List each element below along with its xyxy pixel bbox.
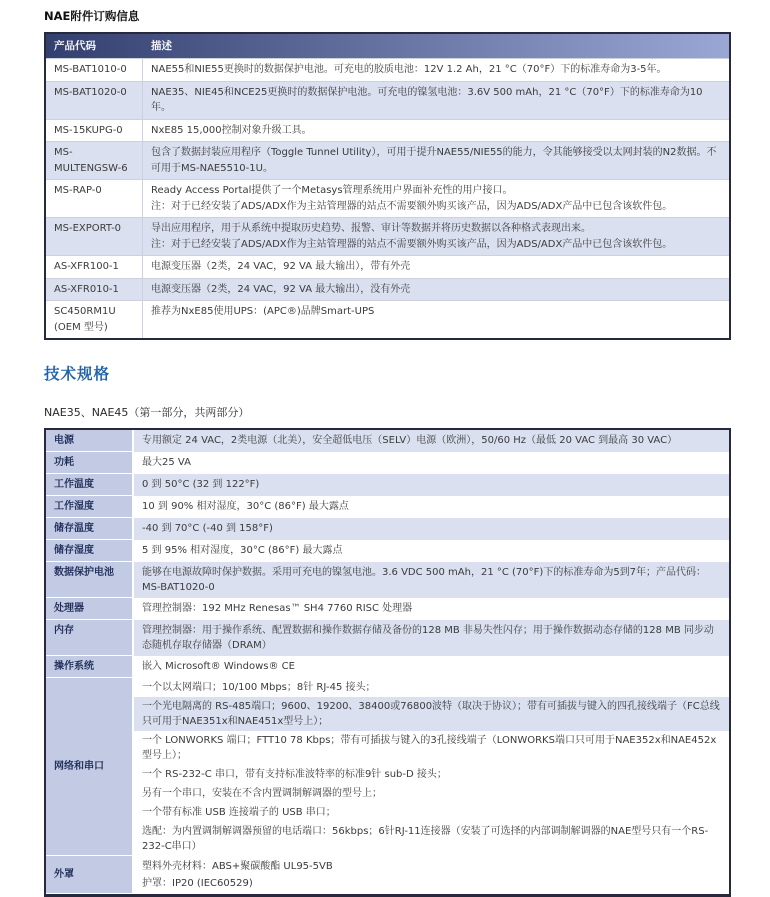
description-cell: 包含了数据封装应用程序（Toggle Tunnel Utility），可用于提升NAE55/NIE55的能力，令其能够接受以太网封装的N2数据。不可用于MS-NAE5510-1U。 bbox=[151, 147, 717, 174]
specs-section-subtitle: NAE35、NAE45（第一部分，共两部分） bbox=[44, 406, 250, 420]
description-note: 注：对于已经安装了ADS/ADX作为主站管理器的站点不需要额外购买该产品，因为ADS/ADX产品中已包含该软件包。 bbox=[151, 200, 673, 212]
product-code-cell: MS-BAT1010-0 bbox=[46, 59, 143, 81]
document-page bbox=[44, 8, 731, 897]
spec-row bbox=[46, 430, 729, 452]
spec-label-cell: 功耗 bbox=[46, 452, 134, 474]
ordering-table bbox=[44, 32, 731, 340]
table-row bbox=[46, 217, 729, 255]
spec-label-cell: 电源 bbox=[46, 430, 134, 452]
ordering-table-body bbox=[46, 58, 729, 338]
spec-value-cell: -40 到 70°C (-40 到 158°F) bbox=[134, 518, 729, 540]
table-row bbox=[46, 179, 729, 217]
spec-row bbox=[46, 656, 729, 678]
spec-row bbox=[46, 452, 729, 474]
spec-label-cell: 工作湿度 bbox=[46, 496, 134, 518]
spec-row-network bbox=[46, 678, 729, 856]
table-row bbox=[46, 278, 729, 301]
enclosure-line: 塑料外壳材料：ABS+聚碳酸酯 UL95-5VB bbox=[134, 858, 729, 875]
ordering-info-title: NAE附件订购信息 bbox=[44, 9, 140, 23]
description-cell: NAE35、NIE45和NCE25更换时的数据保护电池。可充电的镍氢电池：3.6V 500 mAh，21 °C（70°F）下的标准寿命为10年。 bbox=[151, 86, 703, 114]
enclosure-value-cell bbox=[134, 856, 729, 894]
spec-row bbox=[46, 620, 729, 656]
product-code-cell: MS-RAP-0 bbox=[46, 180, 143, 217]
spec-row bbox=[46, 598, 729, 620]
spec-value-cell: 能够在电源故障时保护数据。采用可充电的镍氢电池。3.6 VDC 500 mAh，21 °C (70°F)下的标准寿命为5到7年；产品代码：MS-BAT1020-0 bbox=[134, 562, 729, 598]
description-cell: 电源变压器（2类，24 VAC，92 VA 最大输出），带有外壳 bbox=[151, 261, 411, 273]
spec-value-cell: 管理控制器：192 MHz Renesas™ SH4 7760 RISC 处理器 bbox=[134, 598, 729, 620]
spec-label-cell: 处理器 bbox=[46, 598, 134, 620]
table-row bbox=[46, 255, 729, 278]
spec-value-cell: 管理控制器：用于操作系统、配置数据和操作数据存储及备份的128 MB 非易失性闪存；用于操作数据动态存储的128 MB 同步动态随机存取存储器（DRAM） bbox=[134, 620, 729, 656]
product-code-line: SC450RM1U bbox=[54, 306, 116, 318]
spec-row-enclosure bbox=[46, 856, 729, 894]
spec-label-cell: 储存温度 bbox=[46, 518, 134, 540]
description-cell: NxE85 15,000控制对象升级工具。 bbox=[151, 124, 312, 136]
description-line: Ready Access Portal提供了一个Metasys管理系统用户界面补充性的用户接口。 bbox=[151, 185, 513, 197]
product-code-cell bbox=[46, 301, 143, 338]
enclosure-line: 护罩：IP20 (IEC60529) bbox=[134, 875, 729, 892]
table-row bbox=[46, 58, 729, 81]
network-line: 一个以太网端口；10/100 Mbps；8针 RJ-45 接头； bbox=[134, 678, 729, 697]
spec-label-cell: 内存 bbox=[46, 620, 134, 656]
network-line: 一个 RS-232-C 串口，带有支持标准波特率的标准9针 sub-D 接头； bbox=[134, 765, 729, 784]
spec-label-cell: 操作系统 bbox=[46, 656, 134, 678]
spec-label-cell: 储存湿度 bbox=[46, 540, 134, 562]
network-line: 一个带有标准 USB 连接端子的 USB 串口； bbox=[134, 803, 729, 822]
spec-row bbox=[46, 562, 729, 598]
spec-label-cell: 外罩 bbox=[46, 856, 134, 894]
spec-value-cell: 最大25 VA bbox=[134, 452, 729, 474]
table-row bbox=[46, 300, 729, 338]
description-cell bbox=[143, 218, 729, 255]
description-cell: 推荐为NxE85使用UPS：(APC®)品牌Smart-UPS bbox=[151, 306, 375, 318]
network-line: 一个 LONWORKS 端口；FTT10 78 Kbps；带有可插拔与键入的3孔接线端子（LONWORKS端口只可用于NAE352x和NAE452x型号上）； bbox=[134, 731, 729, 765]
column-header-description: 描述 bbox=[151, 40, 172, 52]
spec-value-cell: 5 到 95% 相对湿度，30°C (86°F) 最大露点 bbox=[134, 540, 729, 562]
specs-table bbox=[44, 428, 731, 897]
product-code-cell: AS-XFR100-1 bbox=[46, 256, 143, 278]
description-line: 导出应用程序，用于从系统中提取历史趋势、报警、审计等数据并将历史数据以各种格式表现出来。 bbox=[151, 223, 591, 235]
column-header-product-code: 产品代码 bbox=[54, 40, 96, 52]
description-cell bbox=[143, 180, 729, 217]
spec-row bbox=[46, 474, 729, 496]
table-row bbox=[46, 81, 729, 119]
spec-value-cell: 嵌入 Microsoft® Windows® CE bbox=[134, 656, 729, 678]
spec-label-cell: 数据保护电池 bbox=[46, 562, 134, 598]
product-code-line: (OEM 型号) bbox=[54, 321, 108, 333]
spec-value-cell: 专用额定 24 VAC，2类电源（北美），安全超低电压（SELV）电源（欧洲），50/60 Hz（最低 20 VAC 到最高 30 VAC） bbox=[134, 430, 729, 452]
product-code-cell: MS-EXPORT-0 bbox=[46, 218, 143, 255]
product-code-cell: AS-XFR010-1 bbox=[46, 279, 143, 301]
description-note: 注：对于已经安装了ADS/ADX作为主站管理器的站点不需要额外购买该产品，因为ADS/ADX产品中已包含该软件包。 bbox=[151, 238, 673, 250]
specs-section-heading: 技术规格 bbox=[44, 365, 111, 384]
product-code-cell: MS-15KUPG-0 bbox=[46, 120, 143, 142]
network-line: 另有一个串口，安装在不含内置调制解调器的型号上； bbox=[134, 784, 729, 803]
spec-row bbox=[46, 496, 729, 518]
product-code-cell: MS-MULTENGSW-6 bbox=[46, 142, 143, 179]
ordering-table-header bbox=[46, 34, 729, 58]
network-value-cell bbox=[134, 678, 729, 856]
spec-label-cell: 工作温度 bbox=[46, 474, 134, 496]
network-line: 选配：为内置调制解调器预留的电话端口：56kbps；6针RJ-11连接器（安装了可选择的内部调制解调器的NAE型号只有一个RS-232-C串口） bbox=[134, 822, 729, 856]
spec-value-cell: 0 到 50°C (32 到 122°F) bbox=[134, 474, 729, 496]
table-row bbox=[46, 119, 729, 142]
spec-row bbox=[46, 518, 729, 540]
product-code-cell: MS-BAT1020-0 bbox=[46, 82, 143, 119]
description-cell: 电源变压器（2类，24 VAC，92 VA 最大输出），没有外壳 bbox=[151, 283, 411, 295]
table-row bbox=[46, 141, 729, 179]
spec-row bbox=[46, 540, 729, 562]
description-cell: NAE55和NIE55更换时的数据保护电池。可充电的胶质电池：12V 1.2 Ah，21 °C（70°F）下的标准寿命为3-5年。 bbox=[151, 64, 667, 76]
spec-value-cell: 10 到 90% 相对湿度，30°C (86°F) 最大露点 bbox=[134, 496, 729, 518]
spec-label-cell: 网络和串口 bbox=[46, 678, 134, 856]
network-line: 一个光电隔离的 RS-485端口；9600、19200、38400或76800波特（取决于协议）；带有可插拔与键入的四孔接线端子（FC总线只可用于NAE351x和NAE451x型号上）； bbox=[134, 697, 729, 731]
